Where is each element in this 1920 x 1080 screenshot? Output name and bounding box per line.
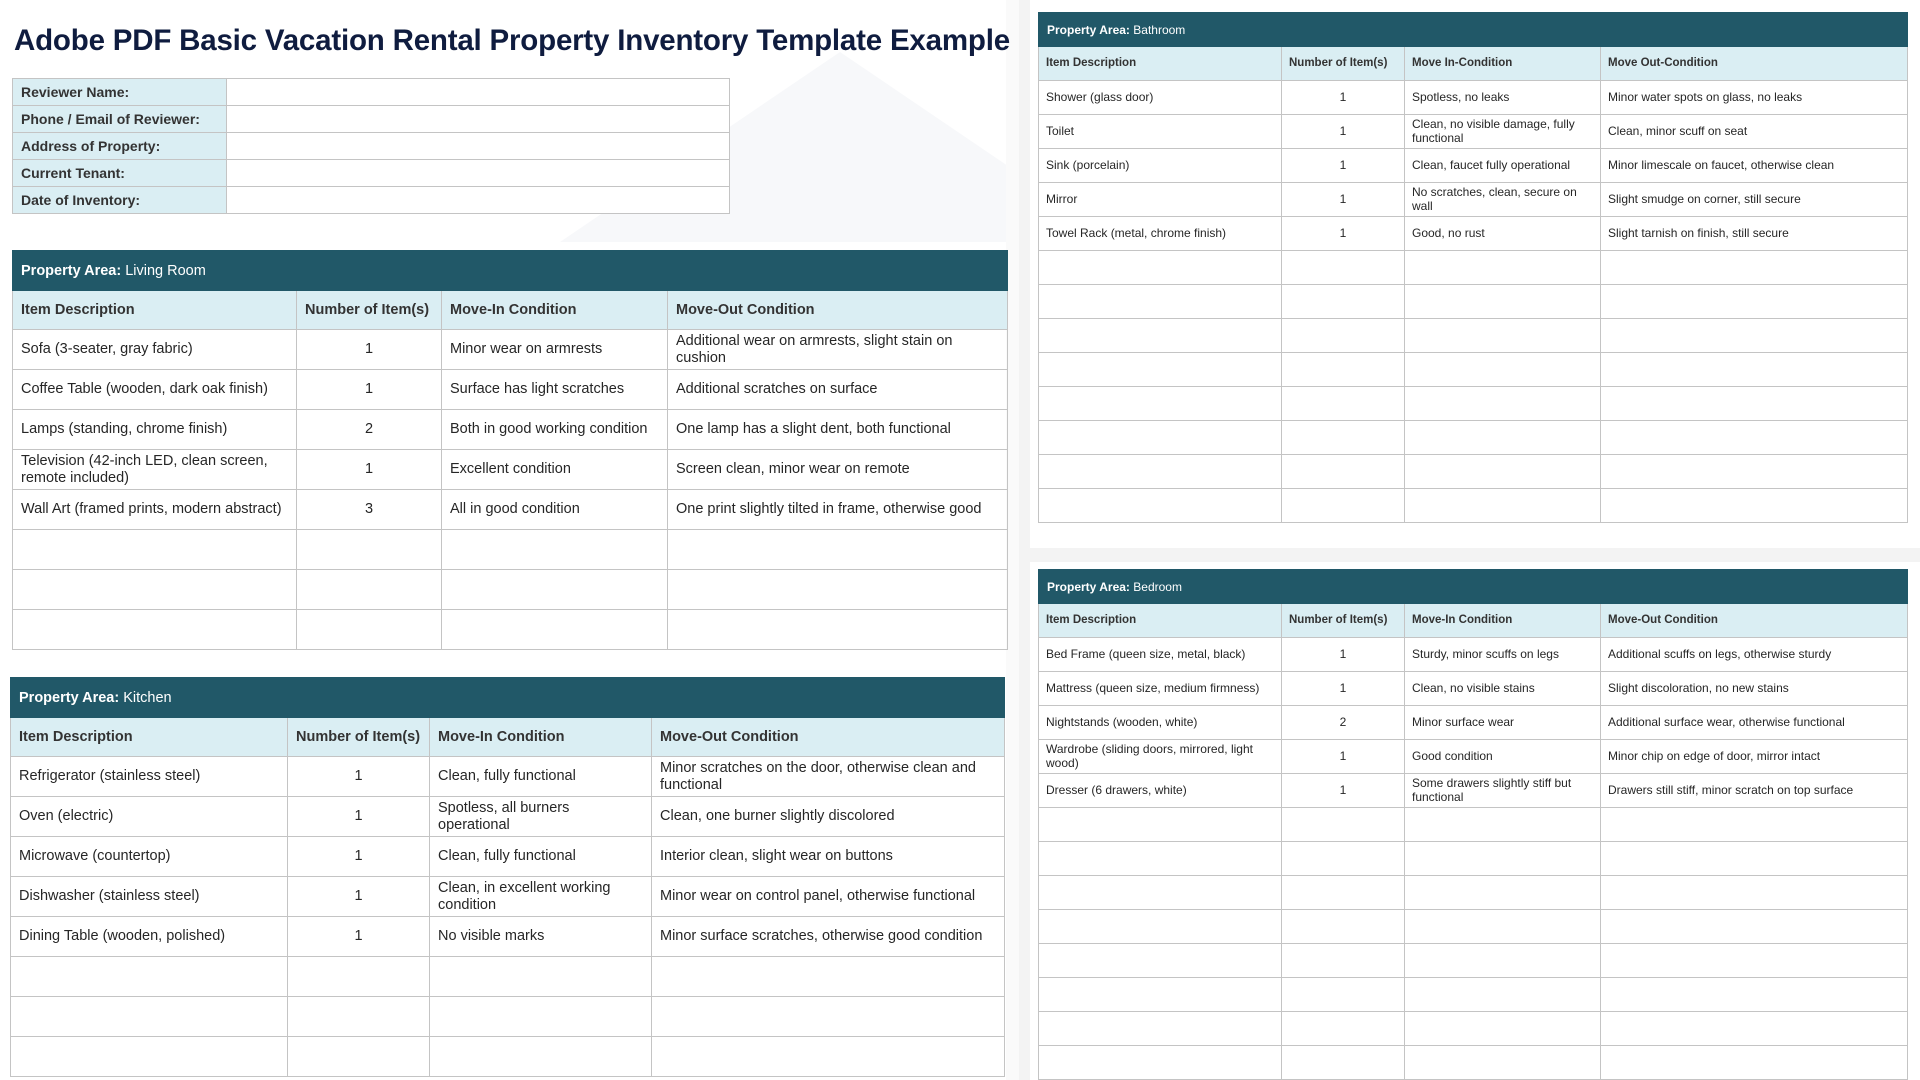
cell-number-of-items[interactable]: 1 (288, 917, 430, 957)
table-row (11, 797, 1005, 837)
cell-move-out-condition[interactable]: Slight tarnish on finish, still secure (1601, 217, 1908, 251)
cell-number-of-items[interactable]: 1 (297, 330, 442, 370)
cell-move-in-condition[interactable]: Good, no rust (1405, 217, 1601, 251)
cell-number-of-items[interactable]: 1 (297, 370, 442, 410)
cell-item-description[interactable] (1039, 387, 1282, 421)
property-area-label: Property Area: (21, 262, 122, 279)
cell-number-of-items[interactable]: 1 (288, 877, 430, 917)
column-header-row (1039, 604, 1908, 638)
cell-move-out-condition[interactable]: Additional scratches on surface (668, 370, 1008, 410)
cell-move-in-condition[interactable]: Some drawers slightly stiff but functional (1405, 774, 1601, 808)
cell-number-of-items[interactable]: 3 (297, 490, 442, 530)
cell-item-description[interactable]: Lamps (standing, chrome finish) (13, 410, 297, 450)
property-area-label: Property Area: (1047, 579, 1130, 594)
cell-move-in-condition[interactable] (1405, 319, 1601, 353)
info-row (13, 187, 730, 214)
cell-move-in-condition[interactable] (1405, 910, 1601, 944)
cell-move-out-condition[interactable] (668, 610, 1008, 650)
cell-item-description[interactable] (1039, 842, 1282, 876)
cell-number-of-items[interactable] (288, 957, 430, 997)
cell-number-of-items[interactable] (1282, 978, 1405, 1012)
cell-move-in-condition[interactable] (1405, 489, 1601, 523)
cell-number-of-items[interactable] (1282, 944, 1405, 978)
cell-item-description[interactable]: Bed Frame (queen size, metal, black) (1039, 638, 1282, 672)
cell-item-description[interactable]: Coffee Table (wooden, dark oak finish) (13, 370, 297, 410)
kitchen-table (10, 677, 1005, 1077)
cell-move-out-condition[interactable]: One lamp has a slight dent, both functional (668, 410, 1008, 450)
cell-number-of-items[interactable] (1282, 876, 1405, 910)
cell-move-in-condition[interactable]: Good condition (1405, 740, 1601, 774)
cell-move-in-condition[interactable] (442, 530, 668, 570)
table-row (1039, 638, 1908, 672)
cell-move-out-condition[interactable]: Minor wear on control panel, otherwise functional (652, 877, 1005, 917)
cell-item-description[interactable]: Toilet (1039, 115, 1282, 149)
cell-item-description[interactable] (11, 957, 288, 997)
table-row (1039, 285, 1908, 319)
cell-move-out-condition[interactable] (668, 570, 1008, 610)
info-value-field[interactable] (227, 133, 730, 160)
info-label: Address of Property: (13, 133, 227, 160)
column-header-item-description: Item Description (13, 291, 297, 330)
cell-number-of-items[interactable]: 1 (1282, 115, 1405, 149)
cell-number-of-items[interactable]: 2 (297, 410, 442, 450)
cell-number-of-items[interactable]: 1 (1282, 638, 1405, 672)
column-header-move-out-condition: Move-Out Condition (1601, 604, 1908, 638)
cell-item-description[interactable]: Shower (glass door) (1039, 81, 1282, 115)
cell-number-of-items[interactable] (297, 570, 442, 610)
cell-move-out-condition[interactable] (1601, 421, 1908, 455)
cell-number-of-items[interactable]: 1 (1282, 81, 1405, 115)
cell-item-description[interactable] (11, 1037, 288, 1077)
table-row (13, 370, 1008, 410)
cell-number-of-items[interactable] (1282, 1012, 1405, 1046)
cell-move-out-condition[interactable]: Minor scratches on the door, otherwise clean and functional (652, 757, 1005, 797)
cell-move-in-condition[interactable] (1405, 1012, 1601, 1046)
cell-move-out-condition[interactable]: Screen clean, minor wear on remote (668, 450, 1008, 490)
cell-move-out-condition[interactable] (652, 997, 1005, 1037)
cell-item-description[interactable] (1039, 1046, 1282, 1080)
cell-move-out-condition[interactable]: Slight smudge on corner, still secure (1601, 183, 1908, 217)
cell-number-of-items[interactable] (297, 530, 442, 570)
column-header-move-out-condition: Move Out-Condition (1601, 47, 1908, 81)
cell-move-out-condition[interactable]: Minor water spots on glass, no leaks (1601, 81, 1908, 115)
cell-number-of-items[interactable] (1282, 489, 1405, 523)
cell-item-description[interactable] (1039, 285, 1282, 319)
reviewer-info-table (12, 78, 730, 214)
table-row (13, 450, 1008, 490)
cell-item-description[interactable]: Oven (electric) (11, 797, 288, 837)
property-area-heading (1039, 570, 1908, 604)
table-row (1039, 842, 1908, 876)
cell-move-out-condition[interactable] (1601, 1012, 1908, 1046)
table-row (11, 997, 1005, 1037)
cell-move-in-condition[interactable] (1405, 808, 1601, 842)
cell-number-of-items[interactable]: 1 (1282, 672, 1405, 706)
property-area-label: Property Area: (1047, 22, 1130, 37)
cell-item-description[interactable]: Sofa (3-seater, gray fabric) (13, 330, 297, 370)
cell-move-out-condition[interactable] (1601, 251, 1908, 285)
table-row (1039, 944, 1908, 978)
cell-item-description[interactable] (1039, 353, 1282, 387)
table-row (13, 570, 1008, 610)
cell-move-in-condition[interactable] (1405, 353, 1601, 387)
column-header-row (1039, 47, 1908, 81)
cell-number-of-items[interactable] (1282, 842, 1405, 876)
property-area-band (1039, 570, 1908, 604)
cell-number-of-items[interactable]: 1 (1282, 183, 1405, 217)
cell-move-in-condition[interactable] (1405, 876, 1601, 910)
info-value-field[interactable] (227, 160, 730, 187)
cell-number-of-items[interactable] (1282, 251, 1405, 285)
cell-item-description[interactable] (13, 530, 297, 570)
cell-item-description[interactable] (1039, 489, 1282, 523)
cell-move-out-condition[interactable]: Minor limescale on faucet, otherwise clean (1601, 149, 1908, 183)
cell-move-in-condition[interactable] (430, 1037, 652, 1077)
table-row (1039, 149, 1908, 183)
cell-number-of-items[interactable] (1282, 1046, 1405, 1080)
cell-move-out-condition[interactable] (1601, 944, 1908, 978)
cell-move-in-condition[interactable] (1405, 455, 1601, 489)
cell-number-of-items[interactable] (297, 610, 442, 650)
table-row (1039, 421, 1908, 455)
cell-item-description[interactable] (1039, 978, 1282, 1012)
page-title: Adobe PDF Basic Vacation Rental Property Inventory Template Example (14, 24, 1010, 57)
table-row (1039, 183, 1908, 217)
cell-item-description[interactable]: Nightstands (wooden, white) (1039, 706, 1282, 740)
cell-move-in-condition[interactable]: Spotless, all burners operational (430, 797, 652, 837)
cell-number-of-items[interactable] (1282, 319, 1405, 353)
table-row (11, 837, 1005, 877)
table-row (11, 1037, 1005, 1077)
cell-number-of-items[interactable] (1282, 910, 1405, 944)
cell-item-description[interactable] (1039, 319, 1282, 353)
cell-move-out-condition[interactable]: Slight discoloration, no new stains (1601, 672, 1908, 706)
cell-move-in-condition[interactable]: Surface has light scratches (442, 370, 668, 410)
cell-move-out-condition[interactable]: Additional surface wear, otherwise functional (1601, 706, 1908, 740)
cell-move-out-condition[interactable]: Minor surface scratches, otherwise good condition (652, 917, 1005, 957)
cell-move-out-condition[interactable] (1601, 1046, 1908, 1080)
cell-move-in-condition[interactable]: Clean, fully functional (430, 757, 652, 797)
cell-number-of-items[interactable]: 1 (288, 757, 430, 797)
cell-item-description[interactable]: Dining Table (wooden, polished) (11, 917, 288, 957)
cell-item-description[interactable] (1039, 808, 1282, 842)
cell-number-of-items[interactable]: 1 (297, 450, 442, 490)
cell-move-out-condition[interactable]: Clean, one burner slightly discolored (652, 797, 1005, 837)
table-row (1039, 489, 1908, 523)
cell-item-description[interactable] (1039, 455, 1282, 489)
cell-move-in-condition[interactable]: Clean, fully functional (430, 837, 652, 877)
cell-move-out-condition[interactable] (1601, 978, 1908, 1012)
cell-move-out-condition[interactable]: Minor chip on edge of door, mirror intact (1601, 740, 1908, 774)
table-row (1039, 251, 1908, 285)
table-row (1039, 672, 1908, 706)
column-header-number-of-items: Number of Item(s) (288, 718, 430, 757)
property-area-heading (11, 678, 1005, 718)
cell-item-description[interactable] (13, 570, 297, 610)
column-header-move-out-condition: Move-Out Condition (668, 291, 1008, 330)
cell-item-description[interactable]: Sink (porcelain) (1039, 149, 1282, 183)
table-row (1039, 217, 1908, 251)
table-row (11, 957, 1005, 997)
page-gap (1030, 548, 1920, 562)
cell-move-out-condition[interactable]: One print slightly tilted in frame, otherwise good (668, 490, 1008, 530)
info-value-field[interactable] (227, 79, 730, 106)
column-header-row (13, 291, 1008, 330)
column-header-item-description: Item Description (1039, 604, 1282, 638)
info-row (13, 160, 730, 187)
table-row (1039, 740, 1908, 774)
table-row (1039, 706, 1908, 740)
cell-item-description[interactable]: Wardrobe (sliding doors, mirrored, light wood) (1039, 740, 1282, 774)
cell-item-description[interactable] (1039, 251, 1282, 285)
cell-number-of-items[interactable] (1282, 455, 1405, 489)
cell-item-description[interactable] (1039, 944, 1282, 978)
cell-move-in-condition[interactable] (1405, 387, 1601, 421)
cell-move-out-condition[interactable] (1601, 808, 1908, 842)
cell-move-in-condition[interactable] (430, 957, 652, 997)
column-header-move-in-condition: Move-In Condition (442, 291, 668, 330)
cell-item-description[interactable] (11, 997, 288, 1037)
cell-move-out-condition[interactable]: Drawers still stiff, minor scratch on top surface (1601, 774, 1908, 808)
table-row (13, 610, 1008, 650)
cell-item-description[interactable]: Towel Rack (metal, chrome finish) (1039, 217, 1282, 251)
column-header-move-out-condition: Move-Out Condition (652, 718, 1005, 757)
cell-move-in-condition[interactable]: No scratches, clean, secure on wall (1405, 183, 1601, 217)
property-area-heading (13, 251, 1008, 291)
cell-move-in-condition[interactable] (430, 997, 652, 1037)
cell-move-in-condition[interactable]: Clean, in excellent working condition (430, 877, 652, 917)
cell-item-description[interactable]: Wall Art (framed prints, modern abstract) (13, 490, 297, 530)
table-row (13, 330, 1008, 370)
column-header-row (11, 718, 1005, 757)
cell-item-description[interactable]: Television (42-inch LED, clean screen, remote included) (13, 450, 297, 490)
cell-number-of-items[interactable] (1282, 421, 1405, 455)
cell-number-of-items[interactable] (288, 997, 430, 1037)
property-area-band (11, 678, 1005, 718)
column-header-number-of-items: Number of Item(s) (1282, 604, 1405, 638)
table-row (11, 877, 1005, 917)
cell-move-out-condition[interactable] (1601, 489, 1908, 523)
cell-item-description[interactable] (1039, 876, 1282, 910)
table-row (1039, 387, 1908, 421)
column-header-move-in-condition: Move In-Condition (1405, 47, 1601, 81)
info-label: Phone / Email of Reviewer: (13, 106, 227, 133)
cell-move-in-condition[interactable] (1405, 251, 1601, 285)
cell-item-description[interactable] (1039, 421, 1282, 455)
cell-move-in-condition[interactable]: Both in good working condition (442, 410, 668, 450)
info-row (13, 106, 730, 133)
column-header-item-description: Item Description (11, 718, 288, 757)
info-label: Reviewer Name: (13, 79, 227, 106)
cell-number-of-items[interactable]: 2 (1282, 706, 1405, 740)
table-row (1039, 876, 1908, 910)
cell-move-out-condition[interactable] (652, 957, 1005, 997)
cell-number-of-items[interactable]: 1 (1282, 774, 1405, 808)
cell-move-in-condition[interactable] (1405, 285, 1601, 319)
property-area-label: Property Area: (19, 689, 120, 706)
table-row (13, 490, 1008, 530)
table-row (1039, 81, 1908, 115)
cell-move-in-condition[interactable]: No visible marks (430, 917, 652, 957)
property-area-name: Living Room (125, 262, 206, 279)
cell-move-out-condition[interactable]: Clean, minor scuff on seat (1601, 115, 1908, 149)
property-area-name: Bedroom (1133, 579, 1182, 594)
cell-number-of-items[interactable] (1282, 285, 1405, 319)
table-row (1039, 978, 1908, 1012)
cell-move-out-condition[interactable] (1601, 455, 1908, 489)
info-row (13, 133, 730, 160)
info-label: Date of Inventory: (13, 187, 227, 214)
cell-number-of-items[interactable]: 1 (1282, 740, 1405, 774)
cell-item-description[interactable]: Microwave (countertop) (11, 837, 288, 877)
cell-item-description[interactable]: Dishwasher (stainless steel) (11, 877, 288, 917)
cell-number-of-items[interactable]: 1 (288, 837, 430, 877)
cell-number-of-items[interactable] (1282, 808, 1405, 842)
cell-move-out-condition[interactable] (1601, 353, 1908, 387)
table-row (1039, 115, 1908, 149)
cell-item-description[interactable]: Mirror (1039, 183, 1282, 217)
cell-item-description[interactable]: Refrigerator (stainless steel) (11, 757, 288, 797)
table-row (1039, 319, 1908, 353)
cell-move-in-condition[interactable]: Clean, no visible damage, fully functional (1405, 115, 1601, 149)
cell-move-out-condition[interactable] (652, 1037, 1005, 1077)
cell-item-description[interactable]: Dresser (6 drawers, white) (1039, 774, 1282, 808)
table-row (1039, 774, 1908, 808)
info-label: Current Tenant: (13, 160, 227, 187)
table-row (1039, 1046, 1908, 1080)
table-row (13, 530, 1008, 570)
cell-item-description[interactable]: Mattress (queen size, medium firmness) (1039, 672, 1282, 706)
cell-move-out-condition[interactable] (1601, 285, 1908, 319)
property-area-band (13, 251, 1008, 291)
cell-move-in-condition[interactable] (1405, 842, 1601, 876)
table-row (1039, 808, 1908, 842)
cell-move-out-condition[interactable] (1601, 319, 1908, 353)
column-header-move-in-condition: Move-In Condition (430, 718, 652, 757)
table-row (1039, 1012, 1908, 1046)
cell-move-in-condition[interactable] (1405, 421, 1601, 455)
info-row (13, 79, 730, 106)
cell-move-out-condition[interactable]: Additional wear on armrests, slight stain on cushion (668, 330, 1008, 370)
cell-number-of-items[interactable]: 1 (1282, 149, 1405, 183)
cell-move-in-condition[interactable]: Minor surface wear (1405, 706, 1601, 740)
column-header-item-description: Item Description (1039, 47, 1282, 81)
cell-move-in-condition[interactable]: Minor wear on armrests (442, 330, 668, 370)
cell-item-description[interactable] (13, 610, 297, 650)
cell-number-of-items[interactable] (1282, 387, 1405, 421)
cell-move-out-condition[interactable] (1601, 842, 1908, 876)
property-area-band (1039, 13, 1908, 47)
table-row (1039, 353, 1908, 387)
cell-move-in-condition[interactable]: All in good condition (442, 490, 668, 530)
cell-move-in-condition[interactable] (1405, 1046, 1601, 1080)
cell-number-of-items[interactable]: 1 (288, 797, 430, 837)
cell-number-of-items[interactable] (1282, 353, 1405, 387)
table-row (13, 410, 1008, 450)
cell-move-in-condition[interactable]: Excellent condition (442, 450, 668, 490)
cell-move-in-condition[interactable]: Clean, faucet fully operational (1405, 149, 1601, 183)
cell-move-out-condition[interactable] (1601, 387, 1908, 421)
cell-number-of-items[interactable]: 1 (1282, 217, 1405, 251)
column-header-number-of-items: Number of Item(s) (297, 291, 442, 330)
cell-move-in-condition[interactable] (442, 570, 668, 610)
cell-move-in-condition[interactable]: Sturdy, minor scuffs on legs (1405, 638, 1601, 672)
cell-move-in-condition[interactable] (442, 610, 668, 650)
cell-move-out-condition[interactable] (1601, 910, 1908, 944)
cell-move-out-condition[interactable] (1601, 876, 1908, 910)
cell-move-in-condition[interactable] (1405, 944, 1601, 978)
cell-move-out-condition[interactable] (668, 530, 1008, 570)
cell-move-in-condition[interactable]: Clean, no visible stains (1405, 672, 1601, 706)
table-row (11, 917, 1005, 957)
column-header-number-of-items: Number of Item(s) (1282, 47, 1405, 81)
bathroom-table (1038, 12, 1908, 523)
cell-item-description[interactable] (1039, 910, 1282, 944)
living-room-table (12, 250, 1008, 650)
property-area-name: Kitchen (123, 689, 172, 706)
property-area-name: Bathroom (1133, 22, 1186, 37)
info-value-field[interactable] (227, 187, 730, 214)
table-row (11, 757, 1005, 797)
table-row (1039, 455, 1908, 489)
cell-move-in-condition[interactable]: Spotless, no leaks (1405, 81, 1601, 115)
table-row (1039, 910, 1908, 944)
page-divider (1019, 0, 1030, 1080)
property-area-heading (1039, 13, 1908, 47)
column-header-move-in-condition: Move-In Condition (1405, 604, 1601, 638)
cell-move-out-condition[interactable]: Additional scuffs on legs, otherwise sturdy (1601, 638, 1908, 672)
info-value-field[interactable] (227, 106, 730, 133)
cell-move-in-condition[interactable] (1405, 978, 1601, 1012)
bedroom-table (1038, 569, 1908, 1080)
cell-item-description[interactable] (1039, 1012, 1282, 1046)
cell-move-out-condition[interactable]: Interior clean, slight wear on buttons (652, 837, 1005, 877)
cell-number-of-items[interactable] (288, 1037, 430, 1077)
